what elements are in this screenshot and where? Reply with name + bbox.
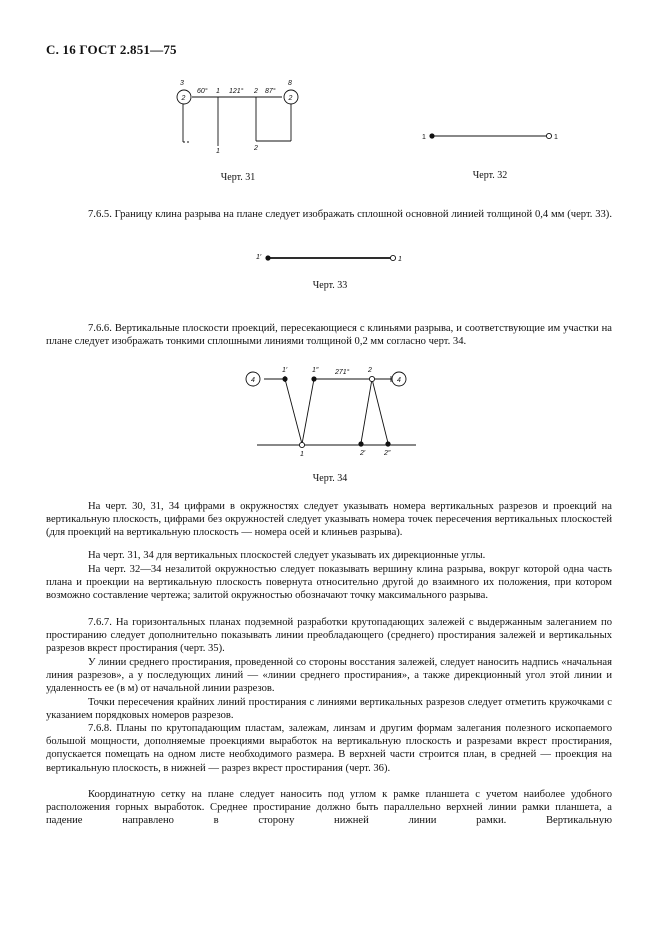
fig31-label-bottom-1: 1 — [216, 148, 220, 155]
fig34-wedge-1-left — [285, 379, 302, 444]
fig31-label-121: 121° — [229, 88, 244, 95]
figure-32-diagram — [418, 128, 568, 144]
fig33-label-right: 1 — [398, 256, 402, 263]
para-wedge-vertex: На черт. 32—34 незалитой окружностью следует показывать вершину клина разрыва, вокруг которой одна часть плана и проекции на вертикальную плоскость повернута относительно другой до взаимного их положения, при котором возможно составление чертежа; залитой окружностью обозначают точку максимального разрыва. — [46, 564, 612, 602]
fig34-label-circle-left: 4 — [251, 377, 255, 384]
fig31-label-87: 87° — [265, 88, 276, 95]
fig34-label-1: 1 — [300, 451, 304, 458]
fig31-label-60: 60° — [197, 88, 208, 95]
fig34-point-1p — [282, 376, 287, 381]
fig34-point-2pp — [385, 441, 390, 446]
fig34-point-2 — [369, 376, 374, 381]
fig31-label-bottom-2: 2 — [254, 145, 258, 152]
figure-31-diagram — [170, 76, 310, 156]
para-7-6-8: 7.6.8. Планы по крутопадающим пластам, залежам, линзам и другим формам залегания полезного ископаемого большой мощности, дополняемые проекциями выработок на вертикальную плоскость и разрезами вкрест простирания, допускается помещать на одном листе необходимого размера. В верхней части строится план, в средней — проекция на вертикальную плоскость, в нижней — разрез вкрест простирания (черт. 36). — [46, 723, 612, 774]
para-direction-angles: На черт. 31, 34 для вертикальных плоскостей следует указывать их дирекционные углы. — [88, 550, 486, 561]
fig34-label-2: 2 — [368, 367, 372, 374]
para-coordinate-grid: Координатную сетку на плане следует наносить под углом к рамке планшета с учетом наиболее удобного расположения горных выработок. Среднее простирание должно быть параллельно верхней линии рамки планшета, а падение направлено в сторону нижней линии рамки. Вертикальную — [46, 789, 612, 827]
fig34-label-271: 271° — [335, 369, 350, 376]
fig34-label-2p: 2′ — [360, 450, 366, 457]
fig33-label-left: 1′ — [256, 254, 262, 261]
fig32-label-left: 1 — [422, 134, 426, 141]
fig33-filled-point — [265, 255, 270, 260]
fig31-label-3: 3 — [180, 80, 184, 87]
para-strike-line: У линии среднего простирания, проведенной со стороны восстания залежей, следует наносить надпись «начальная линия разрезов», а у последующих линий — «линии среднего простирания», а также дирекционный угол этой линии и удаленность ее (в м) от начальной линии разрезов. — [46, 657, 612, 695]
para-7-6-6: 7.6.6. Вертикальные плоскости проекций, пересекающиеся с клиньями разрыва, и соответствующие им участки на плане следует изображать тонкими сплошными линиями толщиной 0,2 мм согласно черт. 34. — [46, 323, 612, 348]
figure-34-caption: Черт. 34 — [312, 473, 348, 484]
fig34-label-2pp: 2″ — [384, 450, 391, 457]
fig31-label-1: 1 — [216, 88, 220, 95]
fig32-filled-point — [429, 133, 434, 138]
para-circles-numbers: На черт. 30, 31, 34 цифрами в окружностях следует указывать номера вертикальных разрезов и проекций на вертикальную плоскость, цифрами без окружностей следует указывать номера точек пересечения вертикальных плоскостей (для проекций на вертикальную плоскость — номера осей и клиньев разрыва). — [46, 501, 612, 539]
fig31-label-right-inner: 2 — [288, 95, 293, 102]
fig34-wedge-2-right — [372, 379, 388, 443]
fig31-label-2: 2 — [254, 88, 258, 95]
fig32-open-point — [546, 133, 551, 138]
fig33-open-point — [390, 255, 395, 260]
fig34-point-2p — [358, 441, 363, 446]
fig34-wedge-1-right — [302, 379, 314, 444]
para-7-6-7: 7.6.7. На горизонтальных планах подземной разработки крутопадающих залежей с выдержанным залеганием по простиранию следует дополнительно показывать линии преобладающего (среднего) простирания залежей и вертикальных разрезов вкрест простирания (черт. 35). — [46, 617, 612, 655]
fig31-label-8: 8 — [288, 80, 292, 87]
fig34-point-1 — [299, 442, 304, 447]
figure-31-caption: Черт. 31 — [220, 172, 256, 183]
fig32-label-right: 1 — [554, 134, 558, 141]
para-7-6-5: 7.6.5. Границу клина разрыва на плане следует изображать сплошной основной линией толщиной 0,4 мм (черт. 33). — [88, 209, 612, 220]
fig34-label-1pp: 1″ — [312, 367, 319, 374]
para-intersection-points: Точки пересечения крайних линий простирания с линиями вертикальных разрезов следует отметить кружочками с указанием порядковых номеров разрезов. — [46, 697, 612, 722]
fig31-label-left-inner: 2 — [181, 95, 186, 102]
page-header: С. 16 ГОСТ 2.851—75 — [46, 42, 177, 57]
fig34-label-circle-right: 4 — [397, 377, 401, 384]
figure-33-diagram — [250, 250, 410, 266]
figure-34-diagram — [240, 362, 430, 462]
fig34-label-1p: 1′ — [282, 367, 288, 374]
figure-33-caption: Черт. 33 — [312, 280, 348, 291]
fig34-wedge-2-left — [361, 379, 372, 443]
fig34-point-1pp — [311, 376, 316, 381]
figure-32-caption: Черт. 32 — [472, 170, 508, 181]
